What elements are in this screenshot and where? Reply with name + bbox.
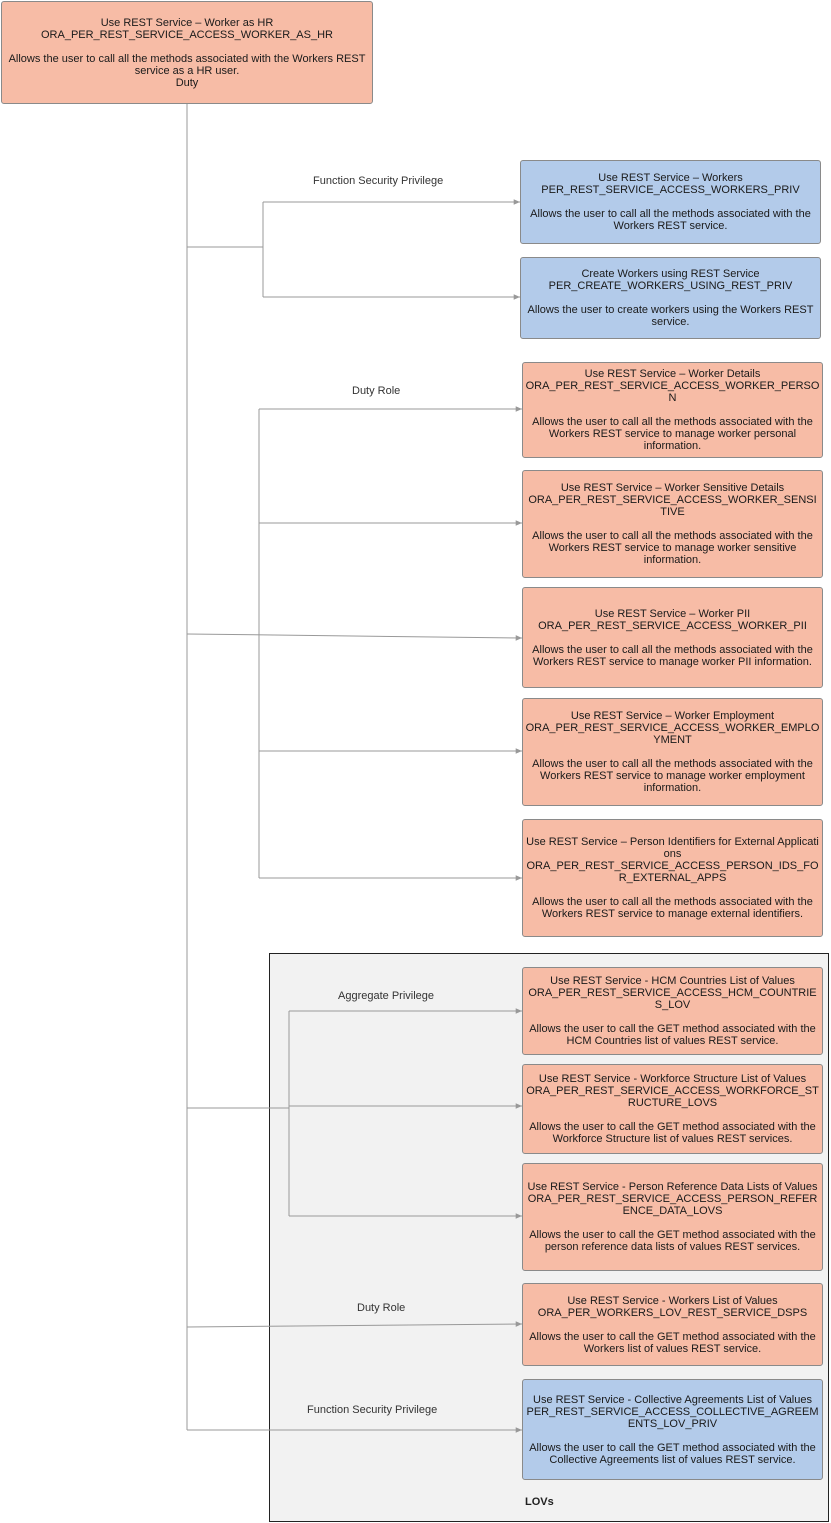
duty-node-worker-sensitive-details[interactable] <box>522 470 823 578</box>
node-title: Use REST Service - HCM Countries List of Values <box>550 975 795 987</box>
node-title: Use REST Service - Person Reference Data Lists of Values <box>527 1181 818 1193</box>
node-code: ORA_PER_REST_SERVICE_ACCESS_WORKER_PII <box>538 619 807 632</box>
node-description: Allows the user to call the GET method associated with the Workforce Structure list of values REST services. <box>529 1121 816 1145</box>
node-code: ORA_PER_REST_SERVICE_ACCESS_HCM_COUNTRIES_LOV <box>528 987 817 1011</box>
arrow-node-11 <box>187 1324 522 1327</box>
node-type-label: Duty <box>175 76 199 89</box>
node-title: Create Workers using REST Service <box>581 268 760 280</box>
node-title: Use REST Service – Worker Employment <box>570 710 775 722</box>
node-title: Use REST Service – Worker as HR <box>100 16 274 29</box>
duty-node-worker-pii[interactable] <box>522 587 823 688</box>
node-title: Use REST Service – Worker PII <box>594 607 751 620</box>
node-code: ORA_PER_REST_SERVICE_ACCESS_PERSON_REFERENCE_DATA_LOVS <box>527 1193 818 1217</box>
node-description: Allows the user to call all the methods associated with the Workers REST service to manage worker employment information. <box>532 758 813 794</box>
node-description: Allows the user to call all the methods associated with the Workers REST service to manage worker PII information. <box>532 643 813 668</box>
node-description: Allows the user to call the GET method associated with the Workers list of values REST service. <box>529 1330 816 1355</box>
node-description: Allows the user to call the GET method associated with the Collective Agreements list of values REST service. <box>529 1441 816 1466</box>
node-description: Allows the user to call the GET method associated with the person reference data lists of values REST services. <box>529 1229 816 1253</box>
node-code: ORA_PER_REST_SERVICE_ACCESS_WORKER_SENSITIVE <box>528 494 817 518</box>
node-description: Allows the user to call all the methods associated with the Workers REST service to manage external identifiers. <box>532 896 813 920</box>
duty-node-workers-lov[interactable] <box>522 1283 823 1366</box>
node-description: Allows the user to call all the methods associated with the Workers REST service as a HR user. <box>8 52 366 77</box>
node-code: ORA_PER_REST_SERVICE_ACCESS_PERSON_IDS_FOR_EXTERNAL_APPS <box>526 860 819 884</box>
node-code: ORA_PER_REST_SERVICE_ACCESS_WORKER_EMPLOYMENT <box>525 722 820 746</box>
node-title: Use REST Service - Collective Agreements List of Values <box>533 1393 812 1406</box>
node-description: Allows the user to call all the methods associated with the Workers REST service to manage worker sensitive information. <box>532 530 813 566</box>
duty-node-person-identifiers[interactable] <box>522 819 823 937</box>
duty-node-worker-employment[interactable] <box>522 698 823 806</box>
node-code: ORA_PER_WORKERS_LOV_REST_SERVICE_DSPS <box>537 1306 808 1319</box>
node-code: ORA_PER_REST_SERVICE_ACCESS_WORKER_PERSON <box>525 380 820 404</box>
node-title: Use REST Service – Worker Details <box>584 368 761 380</box>
duty-node-worker-details[interactable] <box>522 362 823 458</box>
node-code: PER_REST_SERVICE_ACCESS_COLLECTIVE_AGREEMENTS_LOV_PRIV <box>526 1405 819 1430</box>
edge-label-duty-role-2: Duty Role <box>357 1302 406 1314</box>
edge-label-aggregate-privilege: Aggregate Privilege <box>338 990 435 1002</box>
branch-aggregate <box>187 1011 289 1216</box>
node-description: Allows the user to call all the methods associated with the Workers REST service. <box>530 208 811 232</box>
privilege-node-workers[interactable] <box>520 160 821 244</box>
node-description: Allows the user to call the GET method associated with the HCM Countries list of values REST service. <box>529 1023 816 1047</box>
node-description: Allows the user to create workers using the Workers REST service. <box>527 304 814 328</box>
edge-label-function-security-1: Function Security Privilege <box>313 175 444 187</box>
node-code: PER_CREATE_WORKERS_USING_REST_PRIV <box>548 280 793 292</box>
privilege-node-create-workers[interactable] <box>520 257 821 339</box>
node-code: PER_REST_SERVICE_ACCESS_WORKERS_PRIV <box>541 184 800 196</box>
node-title: Use REST Service - Workers List of Values <box>567 1294 778 1307</box>
node-code: ORA_PER_REST_SERVICE_ACCESS_WORKER_AS_HR <box>40 28 333 41</box>
node-title: Use REST Service – Worker Sensitive Details <box>560 482 785 494</box>
duty-node-workforce-structure-lov[interactable] <box>522 1064 823 1154</box>
duty-node-hcm-countries-lov[interactable] <box>522 967 823 1055</box>
node-code: ORA_PER_REST_SERVICE_ACCESS_WORKFORCE_STRUCTURE_LOVS <box>526 1085 819 1109</box>
edge-label-duty-role-1: Duty Role <box>352 385 401 397</box>
duty-node-person-reference-data-lov[interactable] <box>522 1163 823 1271</box>
lovs-group-label: LOVs <box>525 1496 554 1508</box>
arrow-node-5 <box>187 634 522 638</box>
root-duty-node[interactable] <box>1 1 373 104</box>
privilege-node-collective-agreements-lov[interactable] <box>522 1379 823 1480</box>
node-title: Use REST Service - Workforce Structure List of Values <box>538 1073 807 1085</box>
node-description: Allows the user to call all the methods associated with the Workers REST service to manage worker personal information. <box>532 416 813 452</box>
branch-func-sec-1 <box>187 202 263 297</box>
edge-label-function-security-2: Function Security Privilege <box>307 1404 438 1416</box>
node-title: Use REST Service – Person Identifiers for External Applications <box>526 836 819 860</box>
node-title: Use REST Service – Workers <box>598 172 743 184</box>
